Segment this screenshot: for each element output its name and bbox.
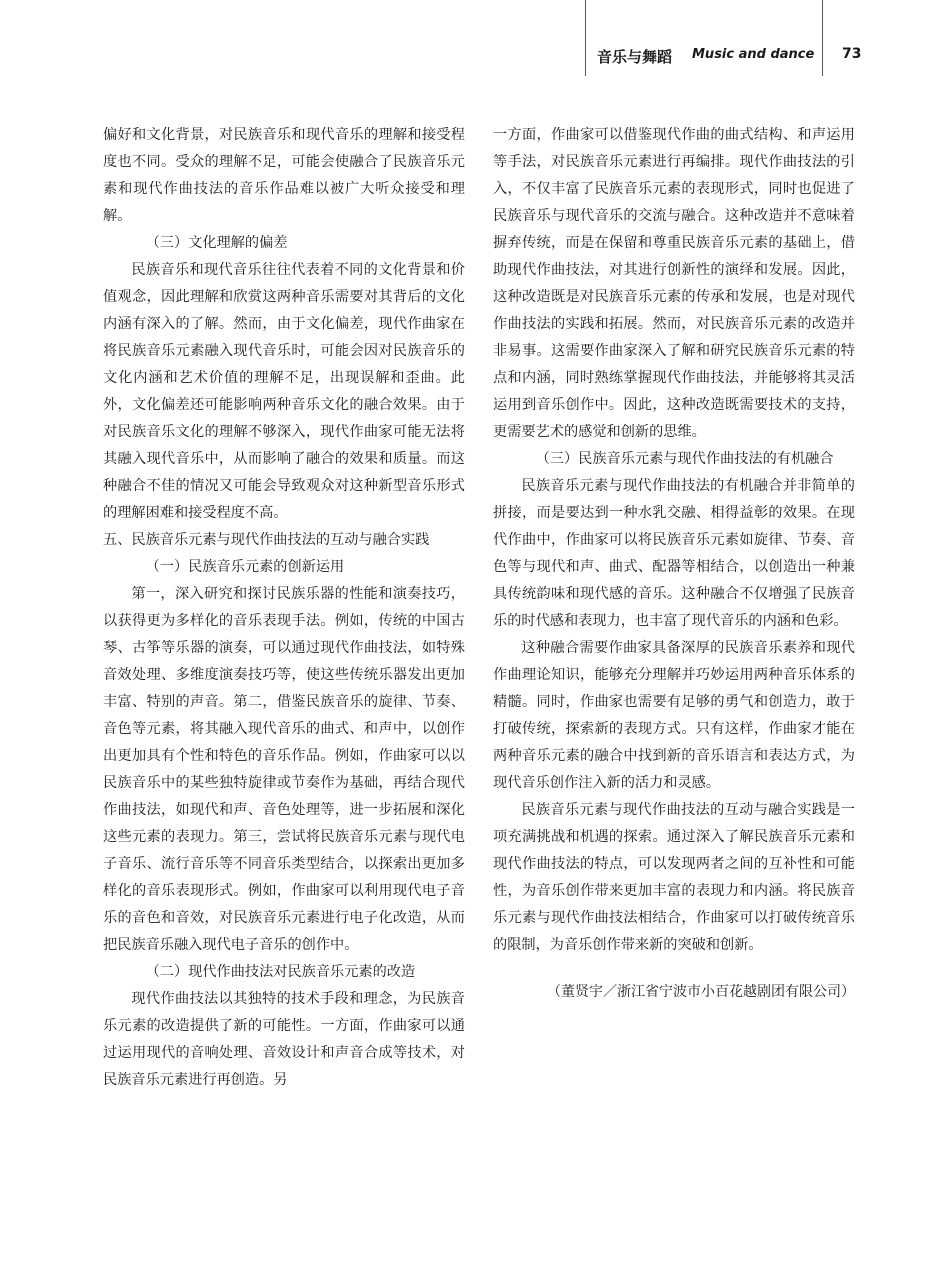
subheading: （二）现代作曲技法对民族音乐元素的改造: [145, 964, 416, 980]
subheading: （一）民族音乐元素的创新运用: [145, 559, 345, 575]
paragraph: 这种融合需要作曲家具备深厚的民族音乐素养和现代作曲理论知识，能够充分理解并巧妙运用两种音乐体系的精髓。同时，作曲家也需要有足够的勇气和创造力，敢于打破传统，探索新的表现方式。只有这样，作曲家才能在两种音乐元素的融合中找到新的音乐语言和表达方式，为现代音乐创作注入新的活力和灵感。: [493, 640, 855, 791]
page-number: 73: [842, 46, 862, 62]
paragraph: 第一，深入研究和探讨民族乐器的性能和演奏技巧，以获得更为多样化的音乐表现手法。例如，传统的中国古琴、古筝等乐器的演奏，可以通过现代作曲技法，如特殊音效处理、多维度演奏技巧等，使这些传统乐器发出更加丰富、特别的声音。第二，借鉴民族音乐的旋律、节奏、音色等元素，将其融入现代音乐的曲式、和声中，以创作出更加具有个性和特色的音乐作品。例如，作曲家可以以民族音乐中的某些独特旋律或节奏作为基础，再结合现代作曲技法，如现代和声、音色处理等，进一步拓展和深化这些元素的表现力。第三，尝试将民族音乐元素与现代电子音乐、流行音乐等不同音乐类型结合，以探索出更加多样化的音乐表现形式。例如，作曲家可以利用现代电子音乐的音色和音效，对民族音乐元素进行电子化改造，从而把民族音乐融入现代电子音乐的创作中。: [103, 586, 465, 953]
header-divider-left: [585, 0, 586, 76]
subheading: （三）文化理解的偏差: [145, 235, 288, 251]
paragraph: 民族音乐元素与现代作曲技法的互动与融合实践是一项充满挑战和机遇的探索。通过深入了解民族音乐元素和现代作曲技法的特点，可以发现两者之间的互补性和可能性，为音乐创作带来更加丰富的表现力和内涵。将民族音乐元素与现代作曲技法相结合，作曲家可以打破传统音乐的限制，为音乐创作带来新的突破和创新。: [493, 802, 855, 953]
subheading: （三）民族音乐元素与现代作曲技法的有机融合: [535, 451, 834, 467]
section-title-en: Music and dance: [692, 47, 815, 62]
paragraph: 现代作曲技法以其独特的技术手段和理念，为民族音乐元素的改造提供了新的可能性。一方面，作曲家可以通过运用现代的音响处理、音效设计和声音合成等技术，对民族音乐元素进行再创造。另: [103, 991, 465, 1088]
paragraph: 民族音乐和现代音乐往往代表着不同的文化背景和价值观念，因此理解和欣赏这两种音乐需要对其背后的文化内涵有深入的了解。然而，由于文化偏差，现代作曲家在将民族音乐元素融入现代音乐时，可能会因对民族音乐的文化内涵和艺术价值的理解不足，出现误解和歪曲。此外，文化偏差还可能影响两种音乐文化的融合效果。由于对民族音乐文化的理解不够深入，现代作曲家可能无法将其融入现代音乐中，从而影响了融合的效果和质量。而这种融合不佳的情况又可能会导致观众对这种新型音乐形式的理解困难和接受程度不高。: [103, 262, 465, 521]
paragraph: 民族音乐元素与现代作曲技法的有机融合并非简单的拼接，而是要达到一种水乳交融、相得益彰的效果。在现代作曲中，作曲家可以将民族音乐元素如旋律、节奏、音色等与现代和声、曲式、配器等相结合，以创造出一种兼具传统韵味和现代感的音乐。这种融合不仅增强了民族音乐的时代感和表现力，也丰富了现代音乐的内涵和色彩。: [493, 478, 855, 629]
left-column: [103, 122, 465, 1094]
paragraph: 偏好和文化背景，对民族音乐和现代音乐的理解和接受程度也不同。受众的理解不足，可能会使融合了民族音乐元素和现代作曲技法的音乐作品难以被广大听众接受和理解。: [103, 127, 465, 224]
author-signature: （董贤宇／浙江省宁波市小百花越剧团有限公司）: [547, 984, 855, 1000]
right-column: [493, 122, 855, 1006]
section-heading: 五、民族音乐元素与现代作曲技法的互动与融合实践: [103, 532, 430, 548]
header-divider-right: [822, 0, 823, 76]
paragraph: 一方面，作曲家可以借鉴现代作曲的曲式结构、和声运用等手法，对民族音乐元素进行再编排。现代作曲技法的引入，不仅丰富了民族音乐元素的表现形式，同时也促进了民族音乐与现代音乐的交流与融合。这种改造并不意味着摒弃传统，而是在保留和尊重民族音乐元素的基础上，借助现代作曲技法，对其进行创新性的演绎和发展。因此，这种改造既是对民族音乐元素的传承和发展，也是对现代作曲技法的实践和拓展。然而，对民族音乐元素的改造并非易事。这需要作曲家深入了解和研究民族音乐元素的特点和内涵，同时熟练掌握现代作曲技法，并能够将其灵活运用到音乐创作中。因此，这种改造既需要技术的支持，更需要艺术的感觉和创新的思维。: [493, 127, 855, 440]
section-title-cn: 音乐与舞蹈: [597, 48, 673, 66]
